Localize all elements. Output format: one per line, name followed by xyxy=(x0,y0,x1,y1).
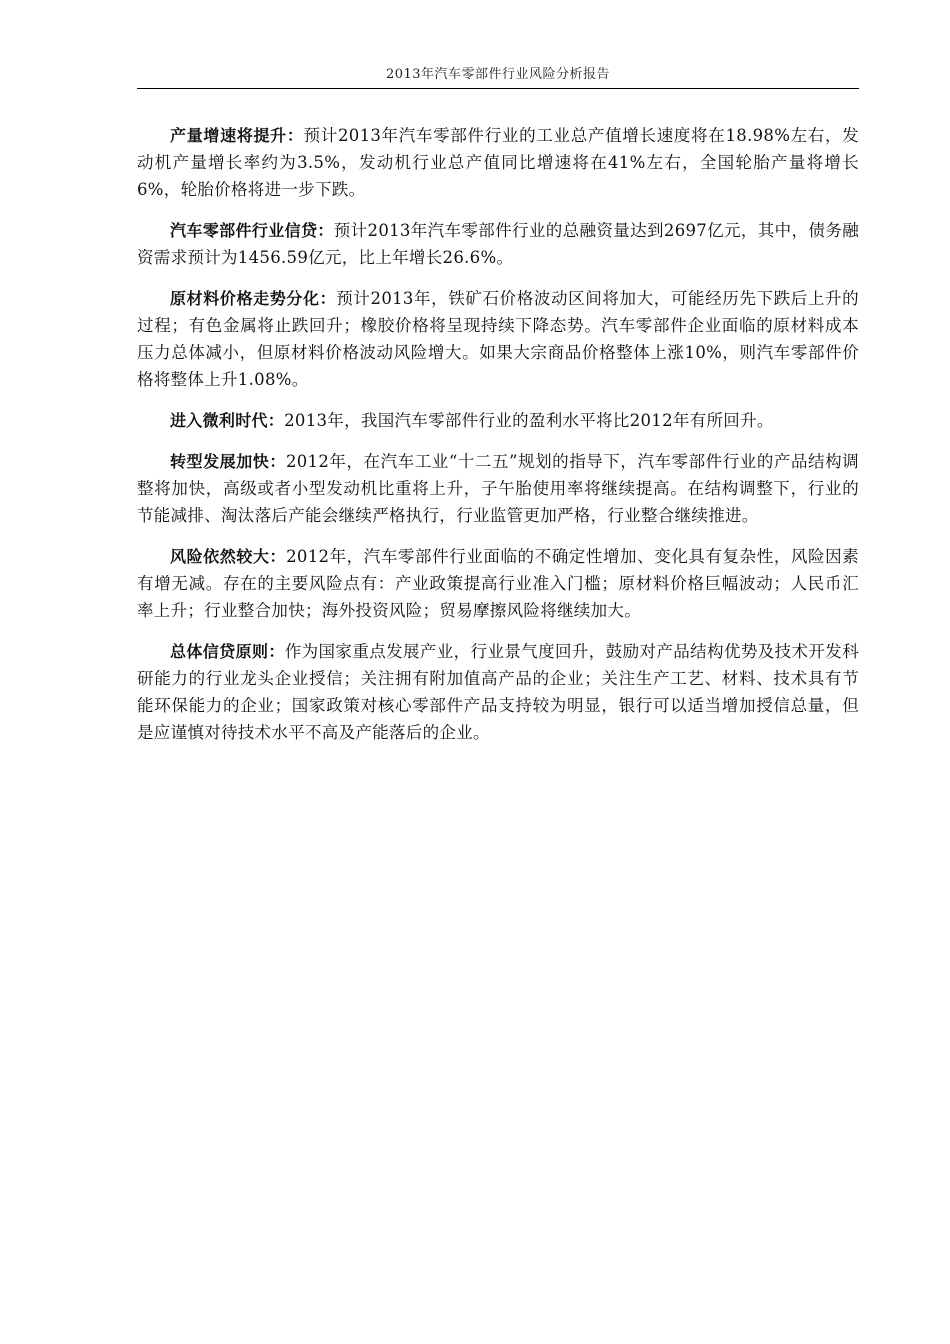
paragraph-text: 作为国家重点发展产业，行业景气度回升，鼓励对产品结构优势及技术开发科研能力的行业龙头企业授信；关注拥有附加值高产品的企业；关注生产工艺、材料、技术具有节能环保能力的企业；国家政策对核心零部件产品支持较为明显，银行可以适当增加授信总量，但是应谨慎对待技术水平不高及产能落后的企业。 xyxy=(137,642,859,742)
paragraph-text: 预计2013年，铁矿石价格波动区间将加大，可能经历先下跌后上升的过程；有色金属将止跌回升；橡胶价格将呈现持续下降态势。汽车零部件企业面临的原材料成本压力总体减小，但原材料价格波动风险增大。如果大宗商品价格整体上涨10%，则汽车零部件价格将整体上升1.08%。 xyxy=(137,289,859,389)
paragraph-text: 预计2013年汽车零部件行业的总融资量达到2697亿元，其中，债务融资需求预计为1456.59亿元，比上年增长26.6%。 xyxy=(137,221,859,267)
paragraph-low-profit-era xyxy=(137,407,859,434)
paragraph-lead: 风险依然较大： xyxy=(170,547,287,566)
paragraph-credit-principles xyxy=(137,638,859,746)
page-header-title: 2013年汽车零部件行业风险分析报告 xyxy=(385,67,611,82)
paragraph-transformation xyxy=(137,448,859,529)
paragraph-text: 2012年，汽车零部件行业面临的不确定性增加、变化具有复杂性，风险因素有增无减。存在的主要风险点有：产业政策提高行业准入门槛；原材料价格巨幅波动；人民币汇率上升；行业整合加快；海外投资风险；贸易摩擦风险将继续加大。 xyxy=(137,547,859,620)
document-body xyxy=(137,122,859,760)
header-divider xyxy=(137,88,859,89)
paragraph-industry-credit xyxy=(137,217,859,271)
paragraph-lead: 总体信贷原则： xyxy=(170,642,285,661)
paragraph-lead: 转型发展加快： xyxy=(170,452,286,471)
paragraph-lead: 进入微利时代： xyxy=(170,411,285,430)
paragraph-text: 预计2013年汽车零部件行业的工业总产值增长速度将在18.98%左右，发动机产量增长率约为3.5%，发动机行业总产值同比增速将在41%左右，全国轮胎产量将增长6%，轮胎价格将进一步下跌。 xyxy=(137,126,859,199)
paragraph-lead: 产量增速将提升： xyxy=(170,126,304,145)
paragraph-lead: 原材料价格走势分化： xyxy=(170,289,337,308)
paragraph-text: 2012年，在汽车工业“十二五”规划的指导下，汽车零部件行业的产品结构调整将加快，高级或者小型发动机比重将上升，子午胎使用率将继续提高。在结构调整下，行业的节能减排、淘汰落后产能会继续严格执行，行业监管更加严格，行业整合继续推进。 xyxy=(137,452,859,525)
paragraph-text: 2013年，我国汽车零部件行业的盈利水平将比2012年有所回升。 xyxy=(284,411,774,430)
paragraph-raw-material-prices xyxy=(137,285,859,393)
paragraph-risk xyxy=(137,543,859,624)
paragraph-lead: 汽车零部件行业信贷： xyxy=(170,221,334,240)
paragraph-output-growth xyxy=(137,122,859,203)
